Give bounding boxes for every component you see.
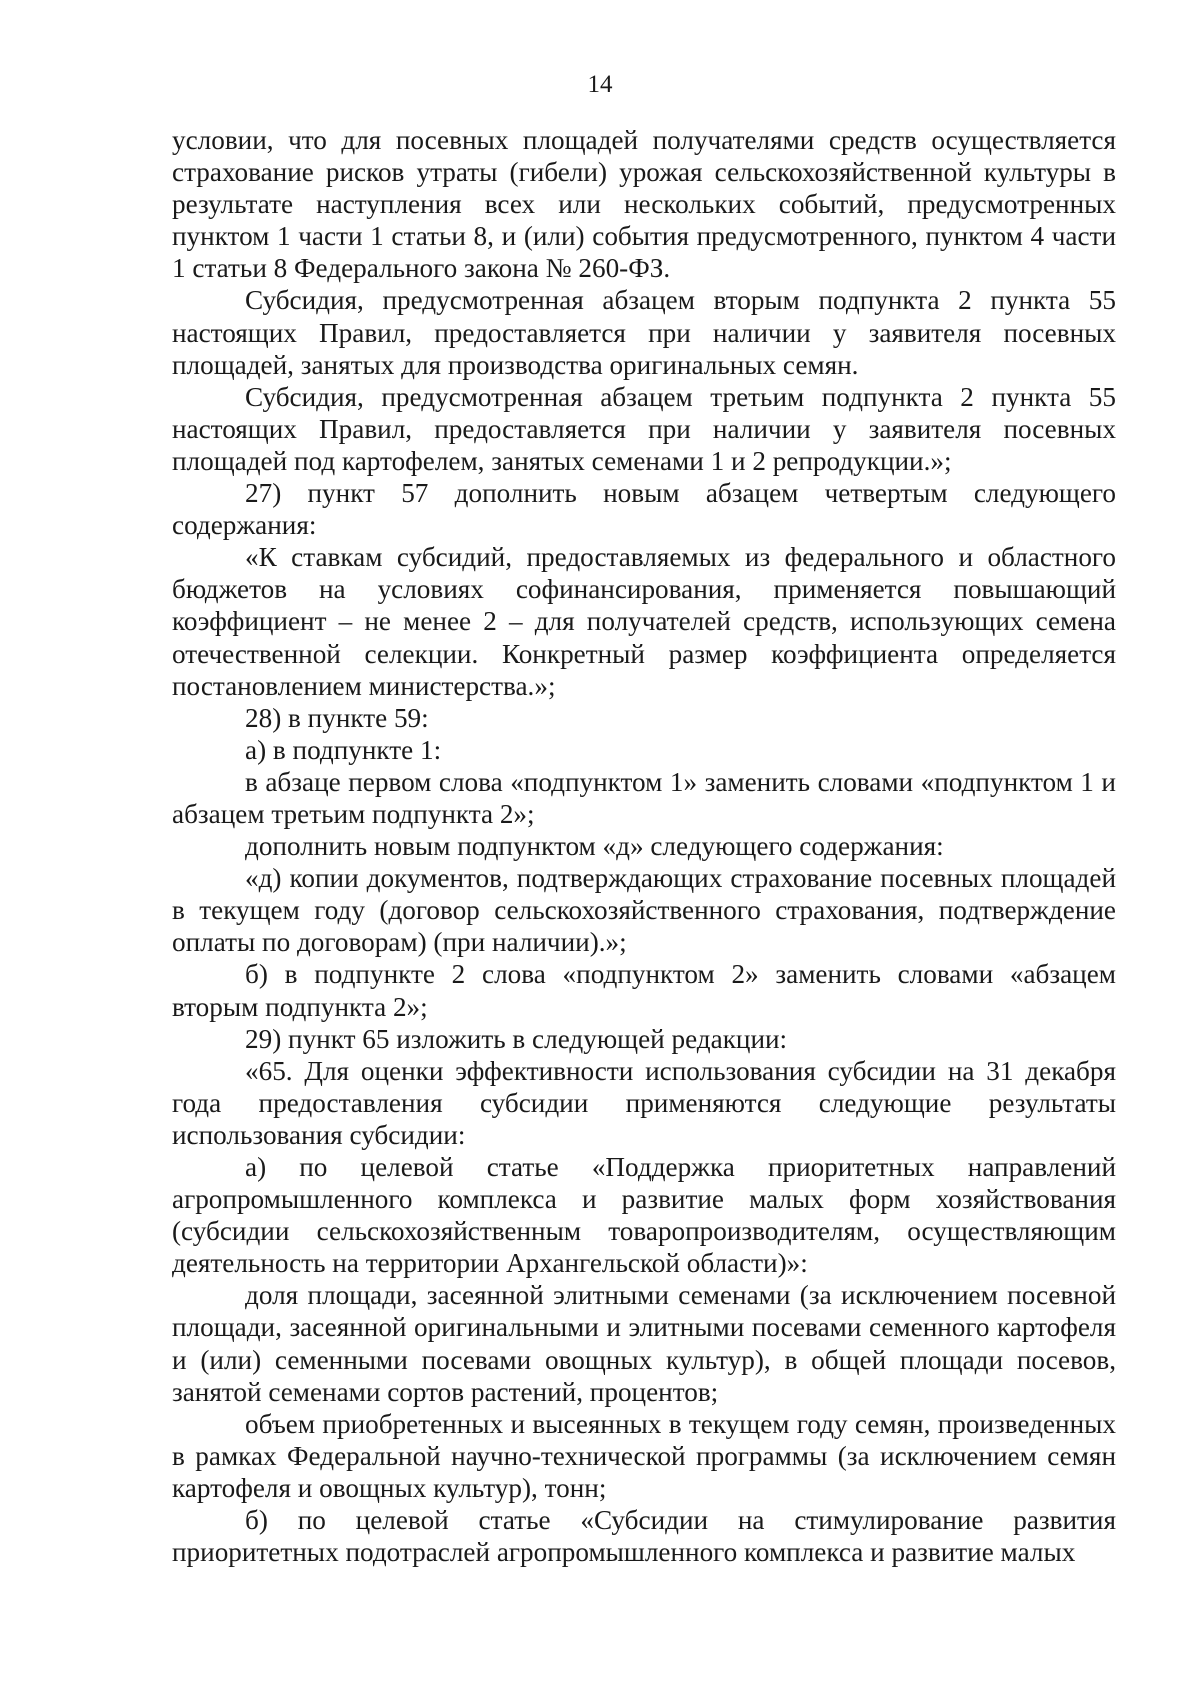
paragraph-coefficient: «К ставкам субсидий, предоставляемых из федерального и областного бюджетов на условиях софинансирования, применяется повышающий коэффициент – не менее 2 – для получателей средств, использующих семена отечественной селекции. Конкретный размер коэффициента определяется постановлением министерства.»; [172,542,1116,701]
paragraph-target-article-a: а) по целевой статье «Поддержка приоритетных направлений агропромышленного комплекса и развитие малых форм хозяйствования (субсидии сельскохозяйственным товаропроизводителям, осуществляющим деятельность на территории Архангельской области)»: [172,1152,1116,1279]
paragraph-seeds-volume: объем приобретенных и высеянных в текущем году семян, произведенных в рамках Федеральной научно-технической программы (за исключением семян картофеля и овощных культур), тонн; [172,1408,1116,1503]
paragraph-item-65: «65. Для оценки эффективности использования субсидии на 31 декабря года предоставления субсидии применяются следующие результаты использования субсидии: [172,1055,1116,1150]
paragraph-add-subitem-d: дополнить новым подпунктом «д» следующего содержания: [245,831,944,862]
paragraph-replace-words: в абзаце первом слова «подпунктом 1» заменить словами «подпунктом 1 и абзацем третьим подпункта 2»; [172,766,1116,829]
paragraph-subsidy-potato: Субсидия, предусмотренная абзацем третьим подпункта 2 пункта 55 настоящих Правил, предоставляется при наличии у заявителя посевных площадей под картофелем, занятых семенами 1 и 2 репродукции.»; [172,381,1116,476]
paragraph-item-29: 29) пункт 65 изложить в следующей редакции: [245,1023,788,1054]
document-body [172,124,1116,1568]
paragraph-item-27: 27) пункт 57 дополнить новым абзацем четвертым следующего содержания: [172,478,1116,541]
paragraph-subsidy-original-seeds: Субсидия, предусмотренная абзацем вторым подпункта 2 пункта 55 настоящих Правил, предоставляется при наличии у заявителя посевных площадей, занятых для производства оригинальных семян. [172,285,1116,380]
paragraph-subitem-a: а) в подпункте 1: [245,734,442,765]
paragraph-item-28: 28) в пункте 59: [245,702,429,733]
paragraph-elite-seeds-share: доля площади, засеянной элитными семенами (за исключением посевной площади, засеянной оригинальными и элитными посевами семенного картофеля и (или) семенными посевами овощных культур), в общей площади посевов, занятой семенами сортов растений, процентов; [172,1280,1116,1407]
paragraph-insurance-condition: условии, что для посевных площадей получателями средств осуществляется страхование рисков утраты (гибели) урожая сельскохозяйственной культуры в результате наступления всех или нескольких событий, предусмотренных пунктом 1 части 1 статьи 8, и (или) события предусмотренного, пунктом 4 части 1 статьи 8 Федерального закона № 260-ФЗ. [172,125,1116,284]
paragraph-subitem-b: б) в подпункте 2 слова «подпунктом 2» заменить словами «абзацем вторым подпункта 2»; [172,959,1116,1022]
paragraph-target-article-b: б) по целевой статье «Субсидии на стимулирование развития приоритетных подотраслей агропромышленного комплекса и развитие малых [172,1505,1116,1568]
paragraph-subitem-d-text: «д) копии документов, подтверждающих страхование посевных площадей в текущем году (договор сельскохозяйственного страхования, подтверждение оплаты по договорам) (при наличии).»; [172,863,1116,958]
page-number: 14 [587,71,613,98]
